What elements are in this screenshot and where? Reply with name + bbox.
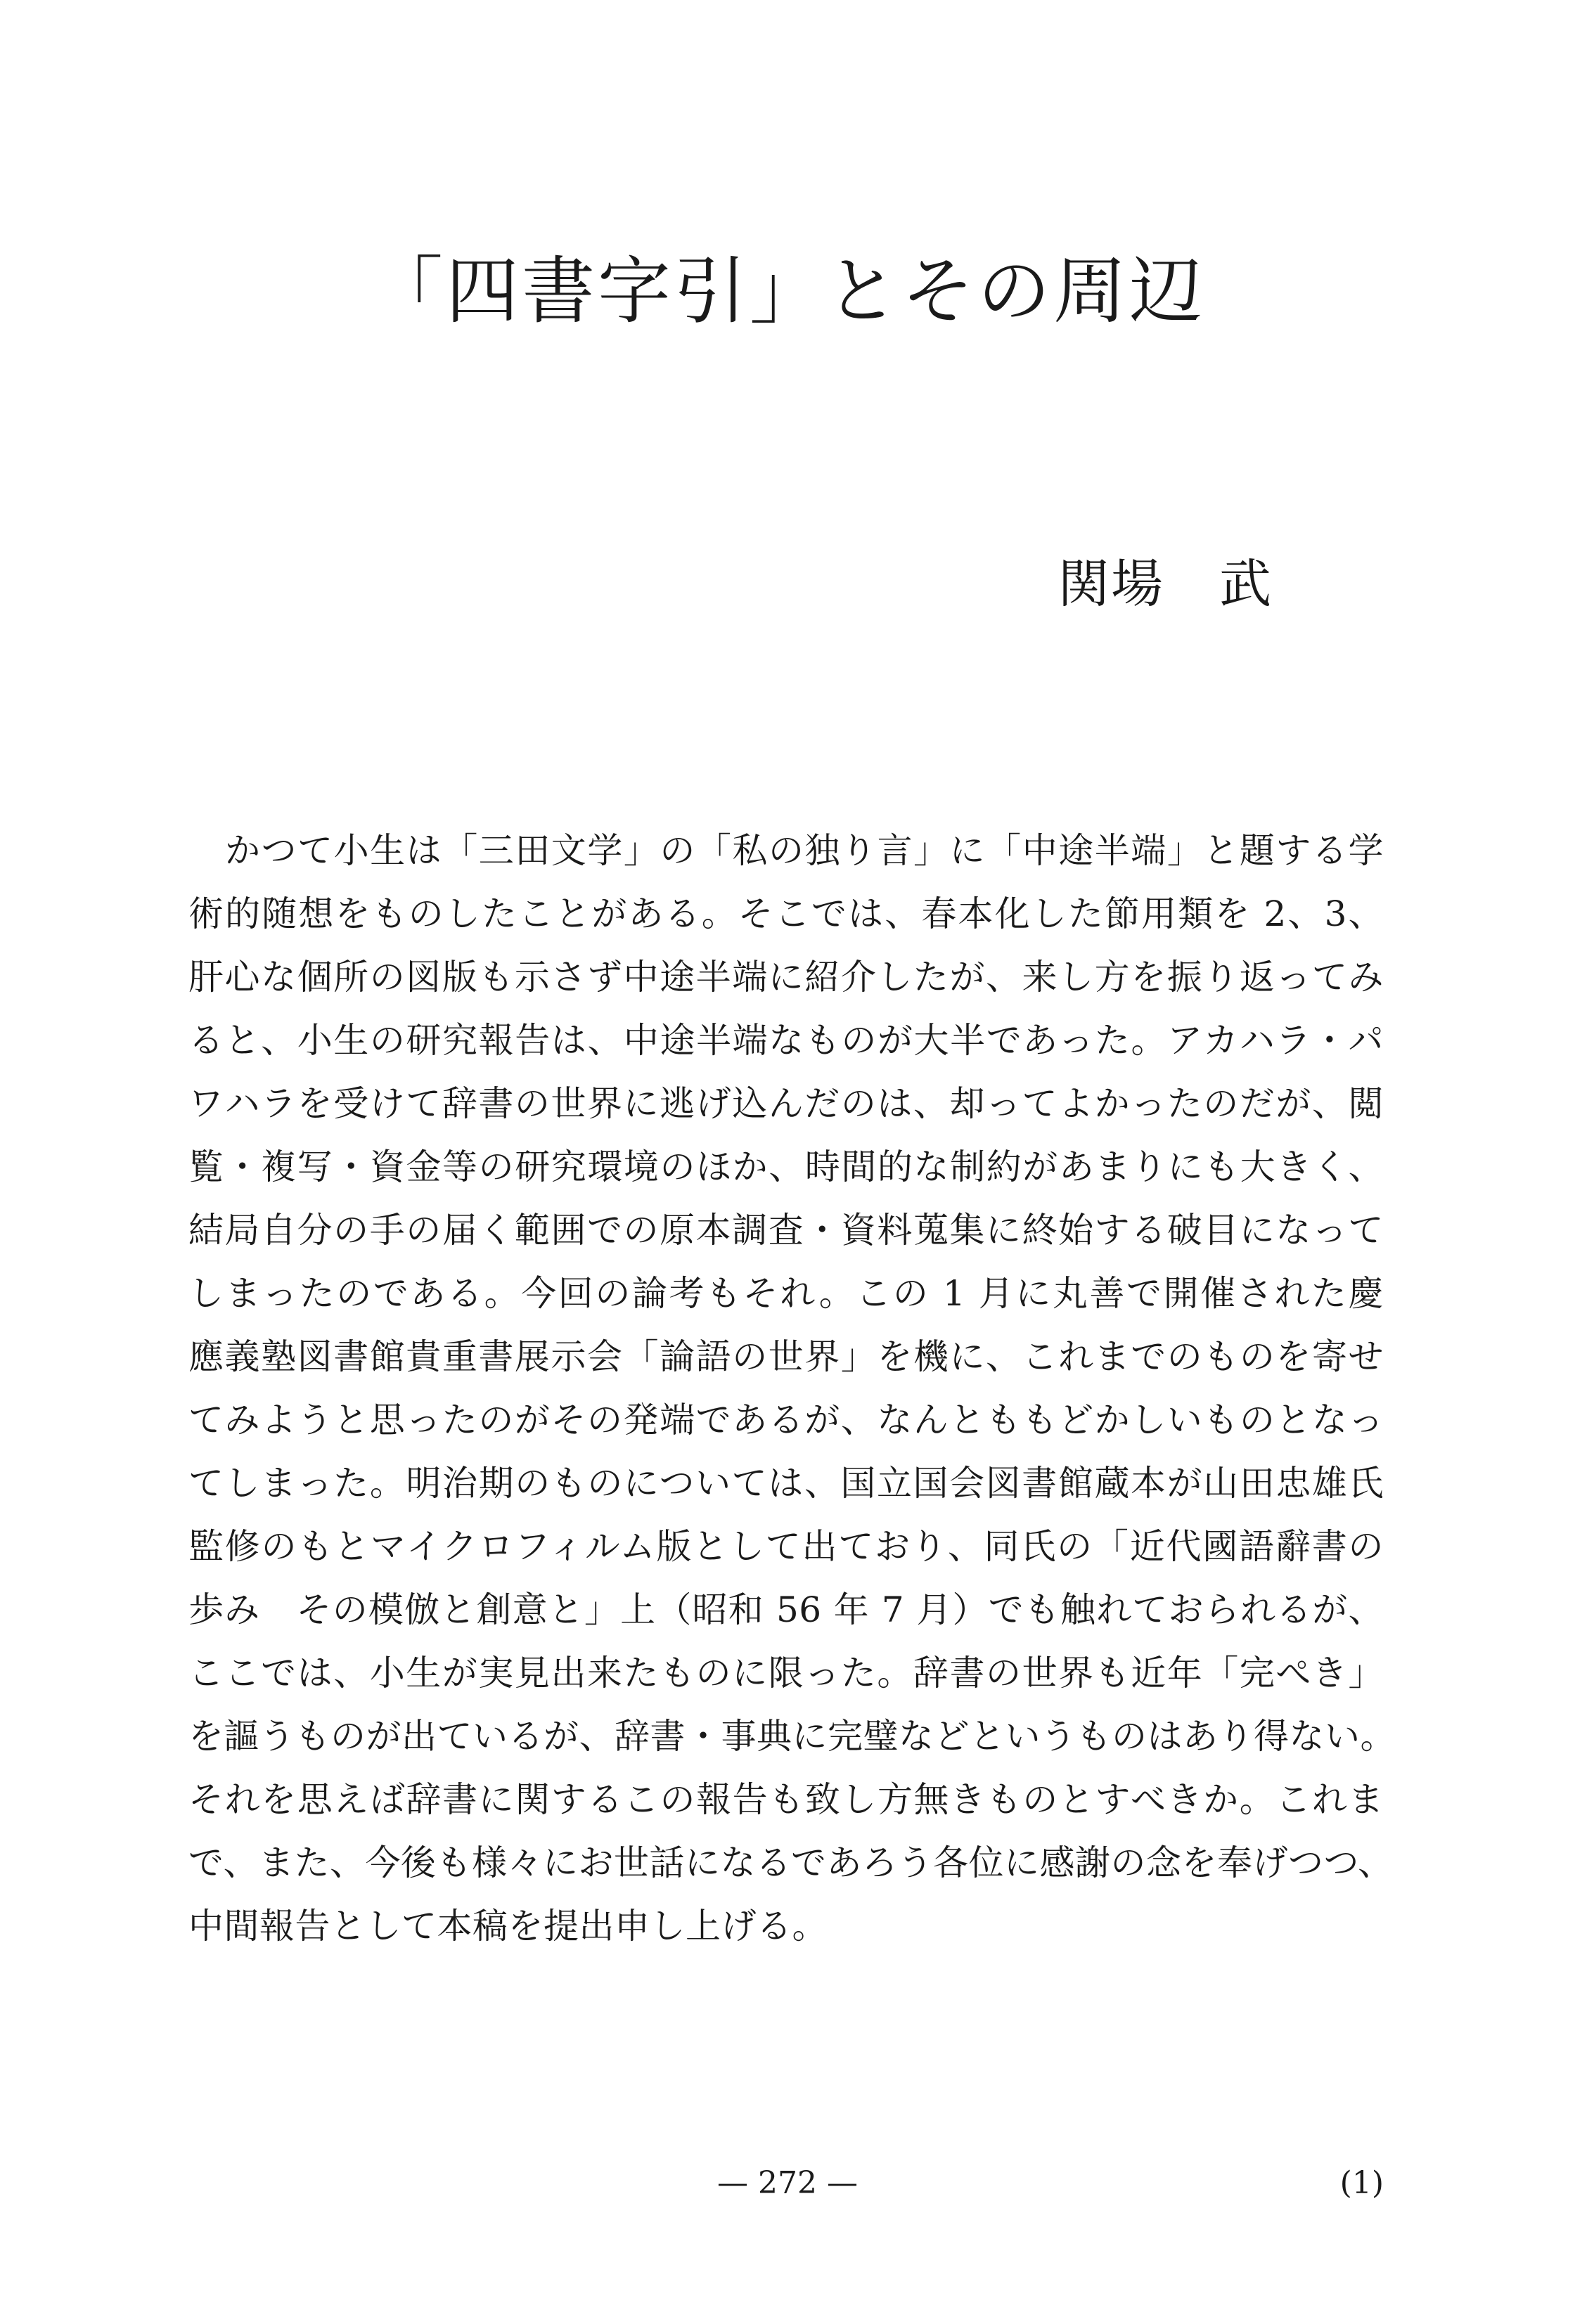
- body-line: 覧・複写・資金等の研究環境のほか、時間的な制約があまりにも大きく、: [188, 1147, 1384, 1187]
- body-text: [188, 819, 1396, 1958]
- body-line: 結局自分の手の届く範囲での原本調査・資料蒐集に終始する破目になって: [188, 1210, 1384, 1251]
- author-given-name: 武: [1219, 554, 1273, 614]
- body-line: ると、小生の研究報告は、中途半端なものが大半であった。アカハラ・パ: [188, 1020, 1384, 1061]
- article-title: 「四書字引」とその周辺: [369, 248, 1205, 334]
- page-number: — 272 —: [717, 2165, 858, 2201]
- body-line: で、また、今後も様々にお世話になるであろう各位に感謝の念を奉げつつ、: [188, 1842, 1394, 1883]
- body-line: ワハラを受けて辞書の世界に逃げ込んだのは、却ってよかったのだが、閲: [188, 1083, 1384, 1124]
- body-line: かつて小生は「三田文学」の「私の独り言」に「中途半端」と題する学: [225, 830, 1384, 871]
- author-family-name: 関場: [1058, 554, 1164, 614]
- body-line: てしまった。明治期のものについては、国立国会図書館蔵本が山田忠雄氏: [188, 1463, 1384, 1504]
- body-line: 監修のもとマイクロフィルム版として出ており、同氏の「近代國語辭書の: [188, 1526, 1384, 1567]
- body-line: それを思えば辞書に関するこの報告も致し方無きものとすべきか。これま: [188, 1779, 1384, 1820]
- body-line: を謳うものが出ているが、辞書・事典に完璧などというものはあり得ない。: [188, 1716, 1396, 1757]
- body-line: 肝心な個所の図版も示さず中途半端に紹介したが、来し方を振り返ってみ: [188, 957, 1384, 998]
- author-name: [1058, 543, 1273, 617]
- body-line: 術的随想をものしたことがある。そこでは、春本化した節用類を 2、3、: [188, 893, 1384, 934]
- body-line: しまったのである。今回の論考もそれ。この 1 月に丸善で開催された慶: [188, 1273, 1384, 1314]
- page-index: (1): [1339, 2165, 1384, 2201]
- body-line: 應義塾図書館貴重書展示会「論語の世界」を機に、これまでのものを寄せ: [188, 1336, 1384, 1377]
- body-line: 中間報告として本稿を提出申し上げる。: [188, 1906, 828, 1947]
- body-line: ここでは、小生が実見出来たものに限った。辞書の世界も近年「完ぺき」: [188, 1653, 1384, 1693]
- body-line: てみようと思ったのがその発端であるが、なんとももどかしいものとなっ: [188, 1400, 1384, 1440]
- body-line: 歩み その模倣と創意と」上（昭和 56 年 7 月）でも触れておられるが、: [188, 1589, 1384, 1630]
